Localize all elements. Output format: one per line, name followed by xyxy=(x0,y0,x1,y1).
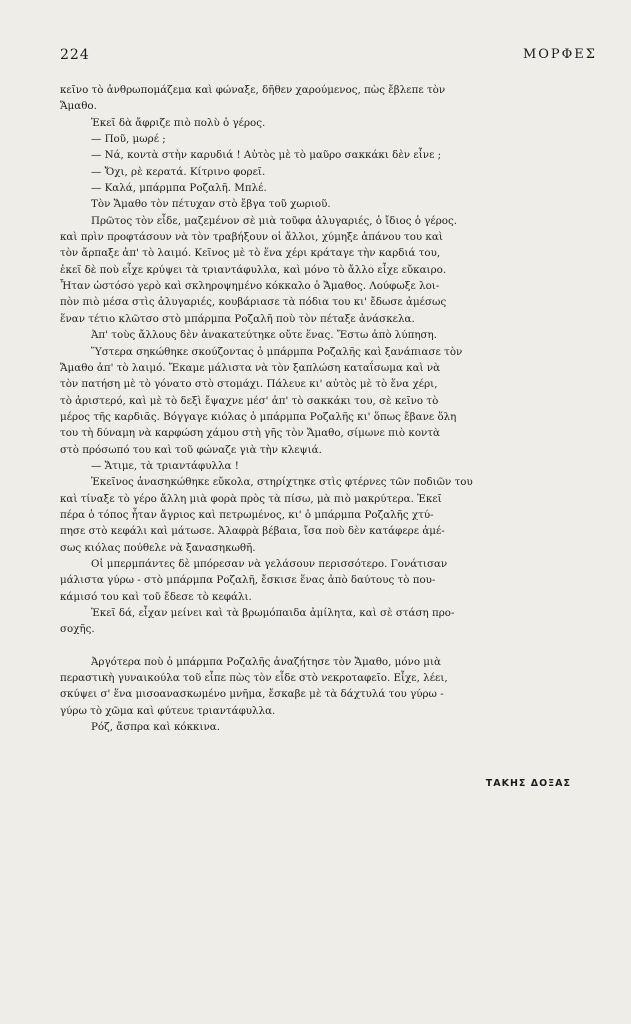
text-line: Ἀργότερα ποὺ ὁ μπάρμπα Ροζαλῆς ἀναζήτησε τὸν Ἄμαθο, μόνο μιὰ xyxy=(91,655,441,668)
dialogue-line xyxy=(60,131,584,147)
text-line: μάλιστα γύρω - στὸ μπάρμπα Ροζαλῆ, ἔσκισε ἕνας ἀπὸ δαύτους τὸ που- xyxy=(60,574,436,587)
text-line: κάμισό του καὶ τοῦ ἔδεσε τὸ κεφάλι. xyxy=(60,590,252,603)
text-line: καὶ πρὶν προφτάσουν νὰ τὸν τραβήξουν οἱ ἄλλοι, χύμηξε ἀπάνου του καὶ xyxy=(60,231,443,244)
text-line: Ρόζ, ἄσπρα καὶ κόκκινα. xyxy=(91,721,221,734)
text-line: πὸν πιὸ μέσα στὶς ἀλυγαριές, κουβάριασε τὰ πόδια του κι' ἔδωσε ἀμέσως xyxy=(60,296,447,309)
running-head: ΜΟΡΦΕΣ xyxy=(522,47,597,62)
text-line: Ἦταν ὡστόσο γερὸ καὶ σκληροψημένο κόκκαλο ὁ Ἄμαθος. Λούφωξε λοι- xyxy=(60,280,440,293)
text-line: τὸ ἀριστερό, καὶ μὲ τὸ δεξὶ ἔψαχνε μέσ' ἀπ' τὸ σακκάκι του, σὲ κεῖνο τὸ xyxy=(60,394,439,407)
paragraph xyxy=(60,654,584,719)
text-line: στὸ πρόσωπό του καὶ τοῦ φώναζε γιὰ τὴν κλεψιά. xyxy=(60,443,322,456)
paragraph xyxy=(60,719,584,735)
text-line: Ἀπ' τοὺς ἄλλους δὲν ἀνακατεύτηκε οὔτε ἕνας. Ἔστω ἀπὸ λύπηση. xyxy=(91,329,437,342)
paragraph xyxy=(60,605,584,638)
author-signature: ΤΑΚΗΣ ΔΟΞΑΣ xyxy=(485,778,571,789)
text-line: Οἱ μπερμπάντες δὲ μπόρεσαν νὰ γελάσουν περισσότερο. Γονάτισαν xyxy=(91,557,448,570)
text-line: Ἐκεῖνος ἀνασηκώθηκε εὔκολα, στηρίχτηκε στὶς φτέρνες τῶν ποδιῶν του xyxy=(91,476,473,489)
text-line: του τὴ δύναμη νὰ καρφώση χάμου στὴ γῆς τὸν Ἄμαθο, σίμωνε πιὸ κοντὰ xyxy=(60,427,440,440)
text-line: — Ποῦ, μωρέ ; xyxy=(91,133,166,146)
text-line: Ἐκεῖ δά, εἶχαν μείνει καὶ τὰ βρωμόπαιδα ἀμίλητα, καὶ σὲ στάση προ- xyxy=(91,607,455,619)
text-line: Ἄμαθο. xyxy=(60,100,97,113)
article-body xyxy=(60,82,584,735)
text-line: κεῖνο τὸ ἀνθρωπομάζεμα καὶ φώναξε, δῆθεν χαρούμενος, πὼς ἔβλεπε τὸν xyxy=(60,84,446,96)
text-line: σοχῆς. xyxy=(60,623,95,636)
paragraph xyxy=(60,82,584,115)
dialogue-line xyxy=(60,180,584,196)
paragraph xyxy=(60,196,584,212)
text-line: Τὸν Ἄμαθο τὸν πέτυχαν στὸ ἔβγα τοῦ χωριοῦ. xyxy=(91,198,331,211)
text-line: Πρῶτος τὸν εἶδε, μαζεμένον σὲ μιὰ τοῦφα ἀλυγαριές, ὁ ἴδιος ὁ γέρος. xyxy=(91,214,458,227)
text-line: σως κιόλας πούθελε νὰ ξανασηκωθῆ. xyxy=(60,541,256,554)
paragraph xyxy=(60,115,584,131)
dialogue-line xyxy=(60,164,584,180)
text-line: — Ἄτιμε, τὰ τριαντάφυλλα ! xyxy=(91,459,239,472)
section-gap xyxy=(60,638,584,654)
page-number: 224 xyxy=(60,47,90,63)
paragraph xyxy=(60,327,584,343)
text-line: — Καλά, μπάρμπα Ροζαλῆ. Μπλέ. xyxy=(91,182,267,195)
text-line: — Νά, κοντὰ στὴν καρυδιά ! Αὐτὸς μὲ τὸ μαῦρο σακκάκι δὲν εἶνε ; xyxy=(91,149,442,162)
text-line: μέρος τῆς καρδιᾶς. Βόγγαγε κιόλας ὁ μπάρμπα Ροζαλῆς κι' ὅπως ἔβανε ὅλη xyxy=(60,410,457,423)
text-line: ἕναν τέτιο κλῶτσο στὸ μπάρμπα Ροζαλῆ ποὺ τὸν πέταξε ἀνάσκελα. xyxy=(60,312,415,325)
text-line: γύρω τὸ χῶμα καὶ φύτευε τριαντάφυλλα. xyxy=(60,704,276,717)
dialogue-line xyxy=(60,458,584,474)
text-line: πησε στὸ κεφάλι καὶ μάτωσε. Ἀλαφρὰ βέβαια, ἴσα ποὺ δὲν κατάφερε ἀμέ- xyxy=(60,525,445,538)
text-line: Ἄμαθο ἀπ' τὸ λαιμό. Ἔκαμε μάλιστα νὰ τὸν ξαπλώση καταΐσωμα καὶ νὰ xyxy=(60,361,441,374)
dialogue-line xyxy=(60,147,584,163)
text-line: Ὕστερα σηκώθηκε σκούζοντας ὁ μπάρμπα Ροζαλῆς καὶ ξανάπιασε τὸν xyxy=(91,345,463,358)
text-line: — Ὄχι, ρὲ κερατά. Κίτρινο φορεῖ. xyxy=(91,165,266,178)
text-line: καὶ τίναξε τὸ γέρο ἄλλη μιὰ φορὰ πρὸς τὰ πίσω, μὰ πιὸ μακρύτερα. Ἐκεῖ xyxy=(60,492,442,505)
paragraph xyxy=(60,344,584,458)
paragraph xyxy=(60,556,584,605)
text-line: ἐκεῖ δὲ ποὺ εἶχε κρύψει τὰ τριαντάφυλλα, καὶ μόνο τὸ ἄλλο εἶχε εὔκαιρο. xyxy=(60,263,447,276)
text-line: περαστικὴ γυναικούλα τοῦ εἶπε πὼς τὸν εἶδε στὸ νεκροταφεῖο. Εἶχε, λέει, xyxy=(60,672,448,685)
paragraph xyxy=(60,213,584,327)
paragraph xyxy=(60,474,584,556)
text-line: τὸν ἄρπαξε ἀπ' τὸ λαιμό. Κεῖνος μὲ τὸ ἕνα χέρι κράταγε τὴν καρδιά του, xyxy=(60,247,441,260)
text-line: τὸν πατήση μὲ τὸ γόνατο στὸ στομάχι. Πάλευε κι' αὐτὸς μὲ τὸ ἕνα χέρι, xyxy=(60,378,438,391)
text-line: σκύψει σ' ἕνα μισοανασκωμένο μνῆμα, ἔσκαβε μὲ τὰ δάχτυλά του γύρω - xyxy=(60,688,444,701)
text-line: Ἐκεῖ δὰ ἄφριζε πιὸ πολὺ ὁ γέρος. xyxy=(91,116,266,129)
text-line: πέρα ὁ τόπος ἦταν ἄγριος καὶ πετρωμένος, κι' ὁ μπάρμπα Ροζαλῆς χτύ- xyxy=(60,508,434,521)
